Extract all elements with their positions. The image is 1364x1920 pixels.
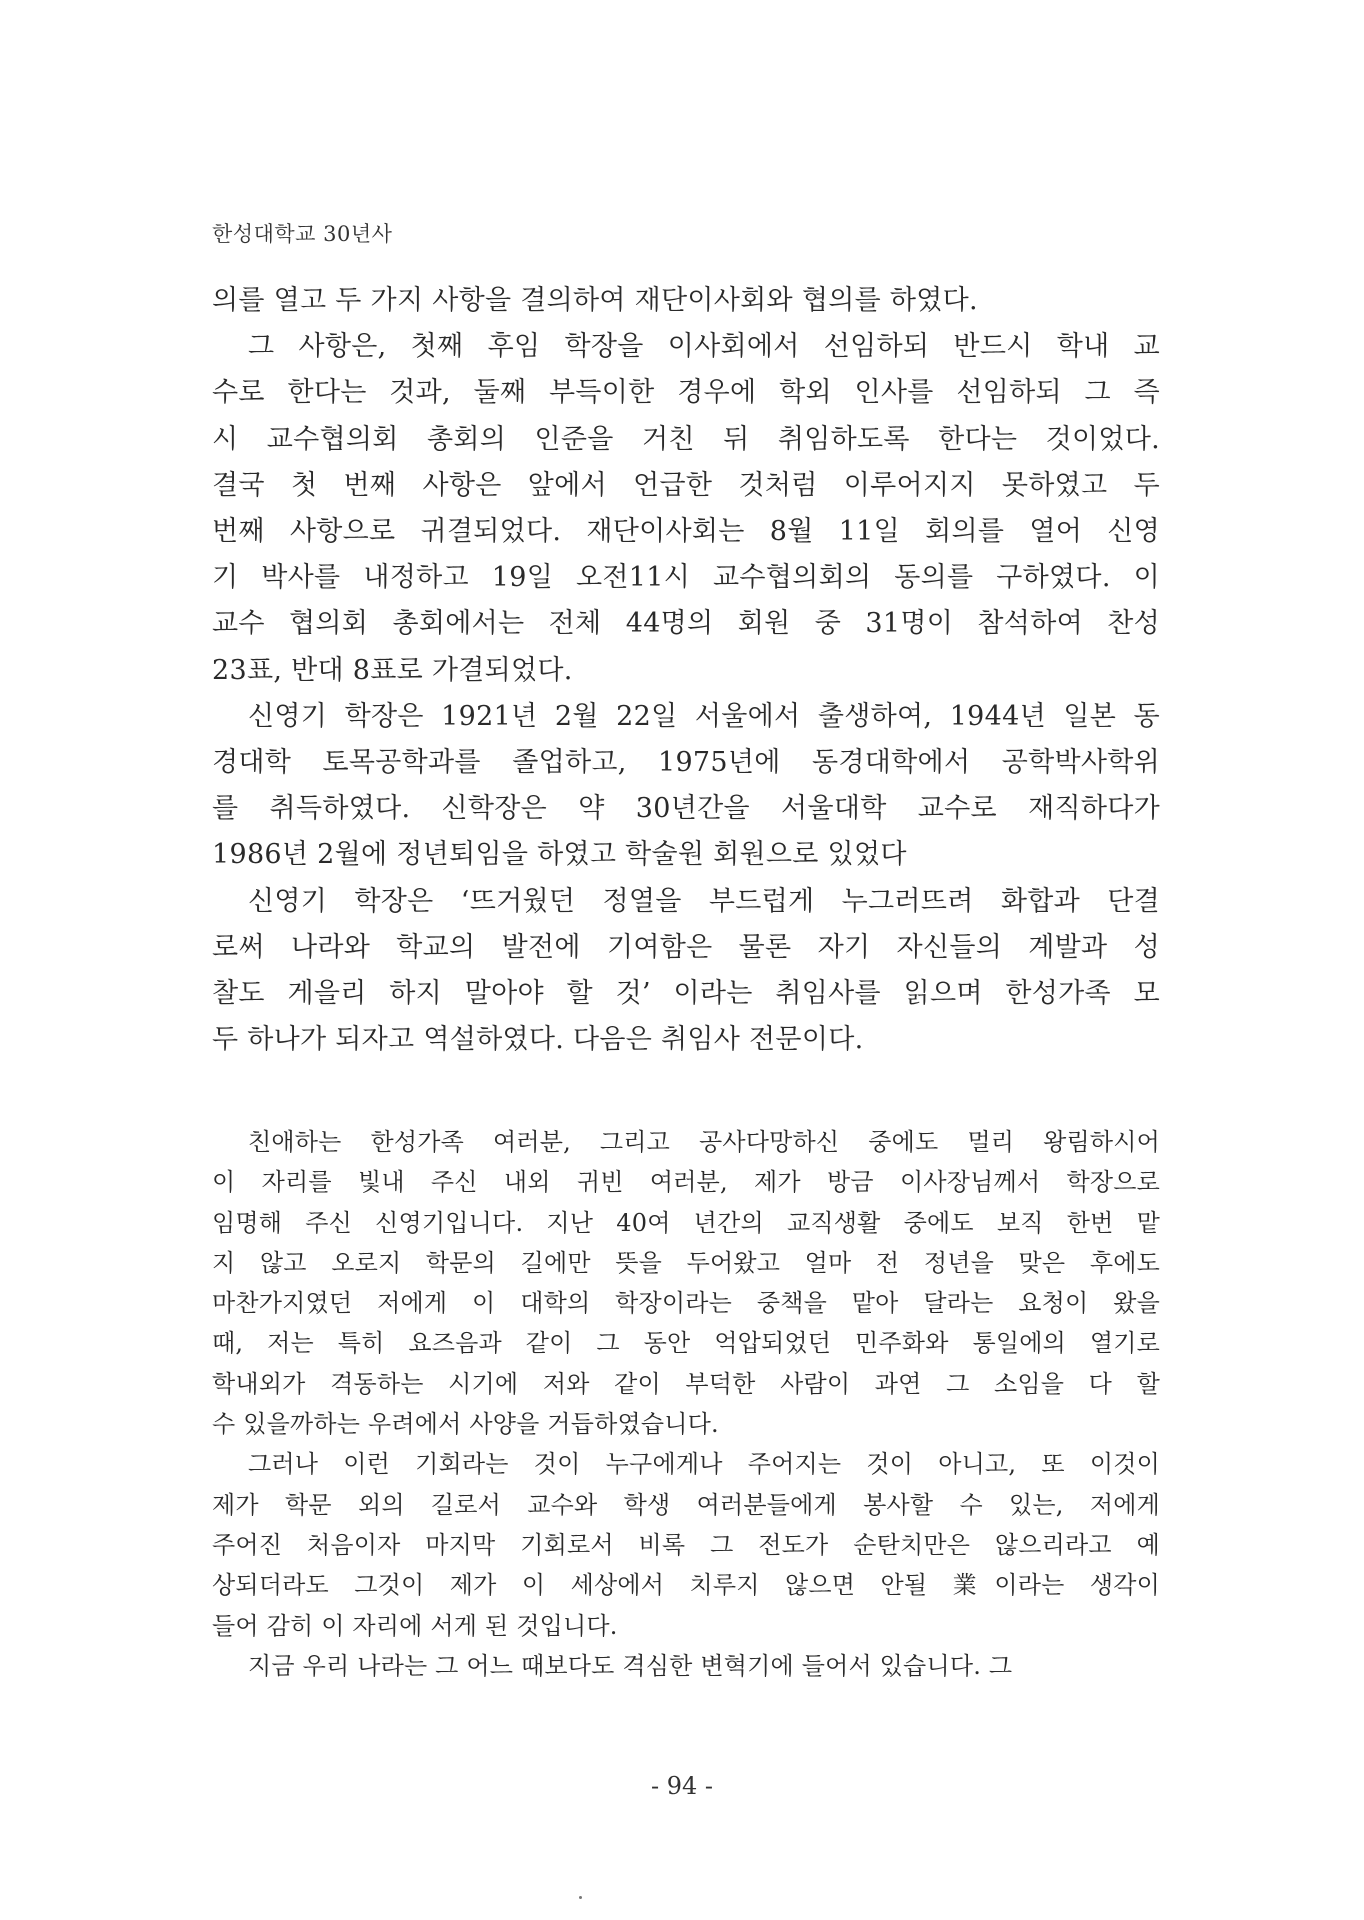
- text-line: 23표, 반대 8표로 가결되었다.: [212, 654, 573, 686]
- text-line: 지 않고 오로지 학문의 길에만 뜻을 두어왔고 얼마 전 정년을 맞은 후에도: [212, 1248, 1160, 1277]
- text-line: 시 교수협의회 총회의 인준을 거친 뒤 취임하도록 한다는 것이었다.: [212, 423, 1160, 455]
- speech-paragraph-3: [212, 1646, 1160, 1686]
- text-line: 결국 첫 번째 사항은 앞에서 언급한 것처럼 이루어지지 못하였고 두: [212, 469, 1160, 501]
- text-line: 주어진 처음이자 마지막 기회로서 비록 그 전도가 순탄치만은 않으리라고 예: [212, 1530, 1160, 1559]
- text-line: 교수 협의회 총회에서는 전체 44명의 회원 중 31명이 참석하여 찬성: [212, 608, 1160, 640]
- text-line: 제가 학문 외의 길로서 교수와 학생 여러분들에게 봉사할 수 있는, 저에게: [212, 1490, 1160, 1519]
- text-line: 상되더라도 그것이 제가 이 세상에서 치루지 않으면 안될 業이라는 생각이: [212, 1571, 1160, 1600]
- text-line: 수로 한다는 것과, 둘째 부득이한 경우에 학외 인사를 선임하되 그 즉: [212, 377, 1160, 409]
- paragraph-3: [212, 694, 1160, 879]
- text-line: 친애하는 한성가족 여러분, 그리고 공사다망하신 중에도 멀리 왕림하시어: [248, 1128, 1160, 1156]
- text-line: 신영기 학장은 1921년 2월 22일 서울에서 출생하여, 1944년 일본 동: [248, 700, 1160, 732]
- text-line: 그러나 이런 기회라는 것이 누구에게나 주어지는 것이 아니고, 또 이것이: [248, 1450, 1160, 1479]
- text-line: 1986년 2월에 정년퇴임을 하였고 학술원 회원으로 있었다: [212, 839, 907, 871]
- scan-speck: [579, 1896, 582, 1899]
- running-header: 한성대학교 30년사: [212, 222, 393, 246]
- paragraph-2: [212, 324, 1160, 694]
- text-line: 이 자리를 빛내 주신 내외 귀빈 여러분, 제가 방금 이사장님께서 학장으로: [212, 1168, 1160, 1197]
- text-line: 수 있을까하는 우려에서 사양을 거듭하였습니다.: [212, 1410, 719, 1439]
- text-line: 때, 저는 특히 요즈음과 같이 그 동안 억압되었던 민주화와 통일에의 열기로: [212, 1329, 1160, 1358]
- speech-paragraph-1: [212, 1122, 1160, 1444]
- text-line: 기 박사를 내정하고 19일 오전11시 교수협의회의 동의를 구하였다. 이: [212, 562, 1160, 594]
- text-line: 번째 사항으로 귀결되었다. 재단이사회는 8월 11일 회의를 열어 신영: [212, 516, 1160, 548]
- inaugural-speech-text: [212, 1122, 1160, 1686]
- text-line: 를 취득하였다. 신학장은 약 30년간을 서울대학 교수로 재직하다가: [212, 793, 1160, 825]
- text-line: 학내외가 격동하는 시기에 저와 같이 부덕한 사람이 과연 그 소임을 다 할: [212, 1369, 1160, 1398]
- main-text: [212, 278, 1160, 1063]
- text-line: 경대학 토목공학과를 졸업하고, 1975년에 동경대학에서 공학박사학위: [212, 747, 1160, 779]
- paragraph-1: [212, 278, 1160, 324]
- text-line: 그 사항은, 첫째 후임 학장을 이사회에서 선임하되 반드시 학내 교: [248, 331, 1160, 363]
- text-line: 의를 열고 두 가지 사항을 결의하여 재단이사회와 협의를 하였다.: [212, 285, 978, 316]
- paragraph-4: [212, 879, 1160, 1064]
- text-line: 들어 감히 이 자리에 서게 된 것입니다.: [212, 1611, 618, 1640]
- text-line: 지금 우리 나라는 그 어느 때보다도 격심한 변혁기에 들어서 있습니다. 그: [248, 1651, 1013, 1680]
- text-line: 임명해 주신 신영기입니다. 지난 40여 년간의 교직생활 중에도 보직 한번 맡: [212, 1208, 1160, 1237]
- text-line: 두 하나가 되자고 역설하였다. 다음은 취임사 전문이다.: [212, 1024, 864, 1056]
- page-number: - 94 -: [650, 1772, 713, 1800]
- text-line: 마찬가지였던 저에게 이 대학의 학장이라는 중책을 맡아 달라는 요청이 왔을: [212, 1289, 1160, 1318]
- speech-paragraph-2: [212, 1444, 1160, 1645]
- text-line: 로써 나라와 학교의 발전에 기여함은 물론 자기 자신들의 계발과 성: [212, 931, 1160, 963]
- text-line: 신영기 학장은 ‘뜨거웠던 정열을 부드럽게 누그러뜨려 화합과 단결: [248, 885, 1160, 917]
- text-line: 찰도 게을리 하지 말아야 할 것’ 이라는 취임사를 읽으며 한성가족 모: [212, 978, 1160, 1010]
